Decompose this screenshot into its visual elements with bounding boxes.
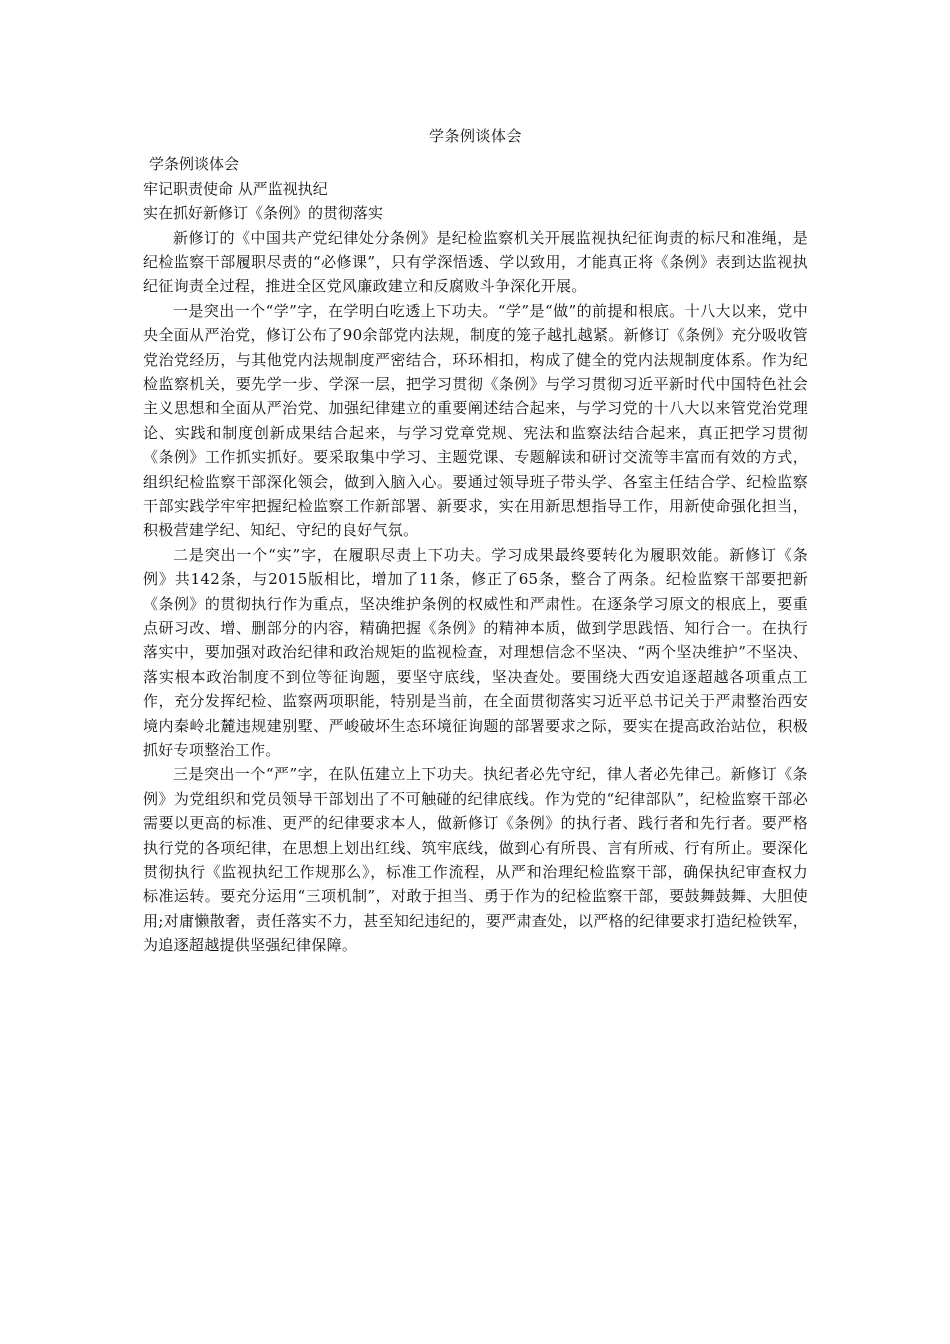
document-page	[143, 124, 808, 958]
heading-line-2: 牢记职责使命 从严监视执纪	[143, 179, 328, 198]
document-title: 学条例谈体会	[428, 127, 522, 145]
paragraph-study: 一是突出一个“学”字，在学明白吃透上下功夫。“学”是“做”的前提和根底。十八大以来，党中央全面从严治党，修订公布了90余部党内法规，制度的笼子越扎越紧。新修订《条例》充分吸收管党治党经历，与其他党内法规制度严密结合，环环相扣，构成了健全的党内法规制度体系。作为纪检监察机关，要先学一步、学深一层，把学习贯彻《条例》与学习贯彻习近平新时代中国特色社会主义思想和全面从严治党、加强纪律建立的重要阐述结合起来，与学习党的十八大以来管党治党理论、实践和制度创新成果结合起来，与学习党章党规、宪法和监察法结合起来，真正把学习贯彻《条例》工作抓实抓好。要采取集中学习、主题党课、专题解读和研讨交流等丰富而有效的方式，组织纪检监察干部深化领会，做到入脑入心。要通过领导班子带头学、各室主任结合学、纪检监察干部实践学牢牢把握纪检监察工作新部署、新要求，实在用新思想指导工作，用新使命强化担当，积极营建学纪、知纪、守纪的良好气氛。	[143, 301, 808, 540]
heading-line-1: 学条例谈体会	[149, 155, 240, 173]
paragraph-practice: 二是突出一个“实”字，在履职尽责上下功夫。学习成果最终要转化为履职效能。新修订《条例》共142条，与2015版相比，增加了11条，修正了65条，整合了两条。纪检监察干部要把新《条例》的贯彻执行作为重点，坚决维护条例的权威性和严肃性。在逐条学习原文的根底上，要重点研习改、增、删部分的内容，精确把握《条例》的精神本质，做到学思践悟、知行合一。在执行落实中，要加强对政治纪律和政治规矩的监视检查，对理想信念不坚决、“两个坚决维护”不坚决、落实根本政治制度不到位等征询题，要坚守底线，坚决查处。要围绕大西安追逐超越各项重点工作，充分发挥纪检、监察两项职能，特别是当前，在全面贯彻落实习近平总书记关于严肃整治西安境内秦岭北麓违规建别墅、严峻破坏生态环境征询题的部署要求之际，要实在提高政治站位，积极抓好专项整治工作。	[143, 545, 808, 760]
intro-paragraph: 新修订的《中国共产党纪律处分条例》是纪检监察机关开展监视执纪征询责的标尺和准绳，是纪检监察干部履职尽责的“必修课”，只有学深悟透、学以致用，才能真正将《条例》表到达监视执纪征询责全过程，推进全区党风廉政建立和反腐败斗争深化开展。	[143, 228, 808, 296]
paragraph-strict: 三是突出一个“严”字，在队伍建立上下功夫。执纪者必先守纪，律人者必先律己。新修订《条例》为党组织和党员领导干部划出了不可触碰的纪律底线。作为党的“纪律部队”，纪检监察干部必需要以更高的标准、更严的纪律要求本人，做新修订《条例》的执行者、践行者和先行者。要严格执行党的各项纪律，在思想上划出红线、筑牢底线，做到心有所畏、言有所戒、行有所止。要深化贯彻执行《监视执纪工作规那么》，标准工作流程，从严和治理纪检监察干部，确保执纪审查权力标准运转。要充分运用“三项机制”，对敢于担当、勇于作为的纪检监察干部，要鼓舞鼓舞、大胆使用;对庸懒散奢，责任落实不力，甚至知纪违纪的，要严肃查处，以严格的纪律要求打造纪检铁军，为追逐超越提供坚强纪律保障。	[143, 765, 808, 955]
heading-line-3: 实在抓好新修订《条例》的贯彻落实	[143, 204, 384, 222]
